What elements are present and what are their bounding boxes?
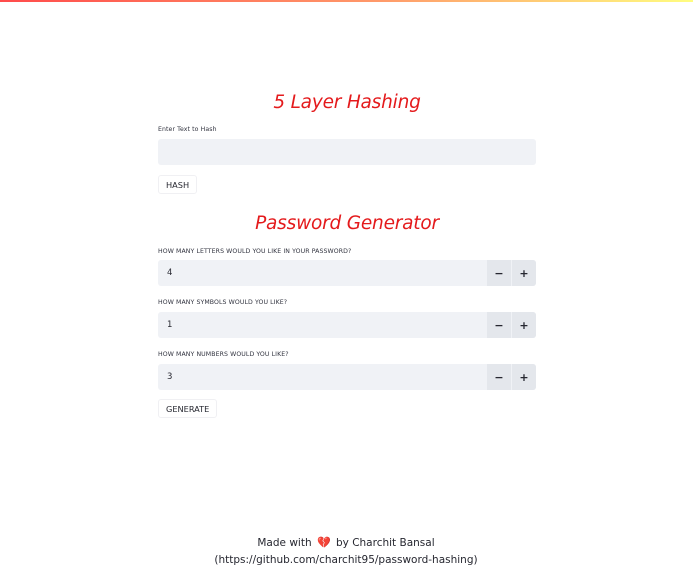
generate-button[interactable]: GENERATE bbox=[158, 399, 217, 418]
numbers-label: HOW MANY NUMBERS WOULD YOU LIKE? bbox=[158, 351, 289, 358]
hashing-title: 5 Layer Hashing bbox=[273, 92, 421, 113]
symbols-value[interactable]: 1 bbox=[167, 320, 173, 330]
footer-credit: by Charchit Bansal (https://github.com/charchit95/password-hashing) bbox=[214, 537, 478, 566]
footer-prefix: Made with bbox=[257, 537, 312, 549]
numbers-value[interactable]: 3 bbox=[167, 372, 173, 382]
hash-text-input[interactable] bbox=[158, 139, 536, 165]
letters-label: HOW MANY LETTERS WOULD YOU LIKE IN YOUR PASSWORD? bbox=[158, 248, 352, 255]
symbols-increment-button[interactable]: + bbox=[511, 312, 536, 338]
numbers-increment-button[interactable]: + bbox=[511, 364, 536, 390]
symbols-decrement-button[interactable]: − bbox=[487, 312, 511, 338]
password-generator-title: Password Generator bbox=[255, 213, 439, 234]
numbers-decrement-button[interactable]: − bbox=[487, 364, 511, 390]
hash-input-label: Enter Text to Hash bbox=[158, 126, 217, 133]
letters-value[interactable]: 4 bbox=[167, 268, 173, 278]
hash-button[interactable]: HASH bbox=[158, 175, 197, 194]
top-decoration-bar bbox=[0, 0, 693, 2]
symbols-label: HOW MANY SYMBOLS WOULD YOU LIKE? bbox=[158, 299, 288, 306]
symbols-number-input[interactable] bbox=[158, 312, 536, 338]
letters-increment-button[interactable]: + bbox=[511, 260, 536, 286]
heart-icon: 💔 bbox=[316, 536, 331, 549]
numbers-number-input[interactable] bbox=[158, 364, 536, 390]
letters-number-input[interactable] bbox=[158, 260, 536, 286]
footer bbox=[150, 534, 542, 569]
letters-decrement-button[interactable]: − bbox=[487, 260, 511, 286]
